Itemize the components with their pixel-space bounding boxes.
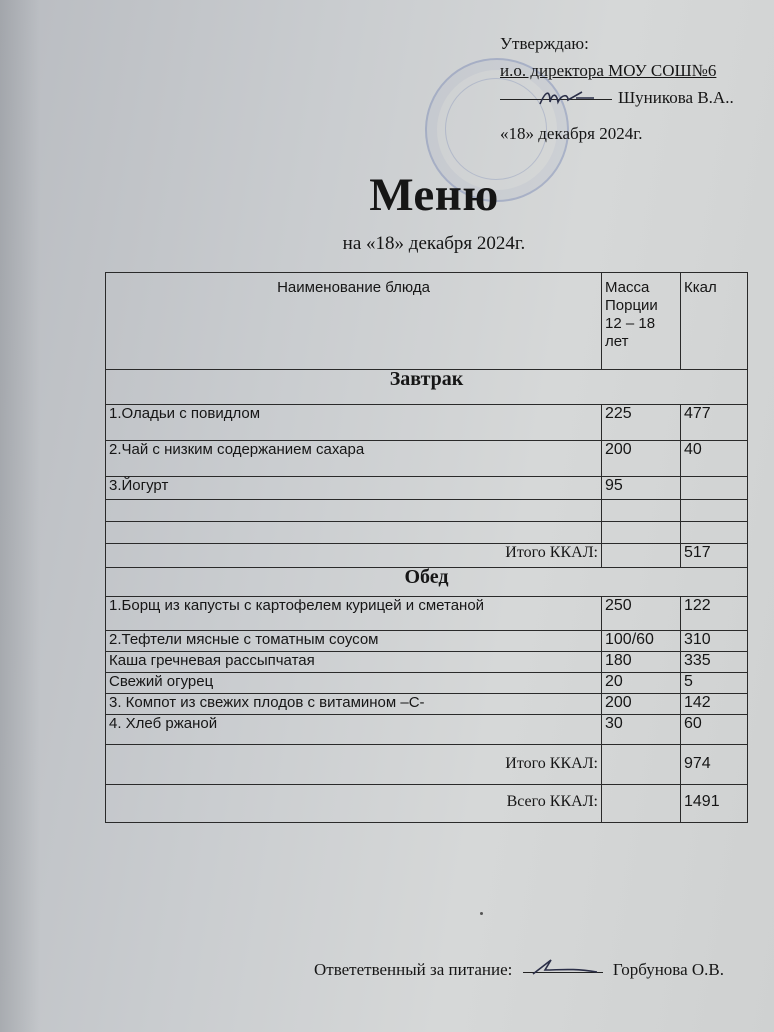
footer-label: Ответетвенный за питание: bbox=[314, 960, 513, 979]
table-row bbox=[106, 694, 748, 715]
dish-name bbox=[106, 500, 602, 522]
dish-mass bbox=[602, 500, 681, 522]
menu-table bbox=[105, 272, 748, 823]
table-row bbox=[106, 631, 748, 652]
dish-name: 3. Компот из свежих плодов с витамином –С- bbox=[106, 694, 602, 715]
approval-signature-row bbox=[500, 84, 734, 111]
dish-kcal bbox=[681, 522, 748, 544]
header-name: Наименование блюда bbox=[106, 273, 602, 370]
total-mass-empty bbox=[602, 544, 681, 568]
section-lunch bbox=[106, 568, 748, 597]
dish-name: Свежий огурец bbox=[106, 673, 602, 694]
breakfast-total-row bbox=[106, 544, 748, 568]
total-value: 517 bbox=[681, 544, 748, 568]
footer-responsible bbox=[314, 960, 724, 980]
photo-shadow bbox=[0, 0, 40, 1032]
dish-kcal: 477 bbox=[681, 405, 748, 441]
dish-mass: 250 bbox=[602, 597, 681, 631]
director-signature bbox=[538, 88, 598, 110]
dish-kcal: 335 bbox=[681, 652, 748, 673]
table-row bbox=[106, 673, 748, 694]
footer-name: Горбунова О.В. bbox=[612, 960, 725, 979]
dish-name: 2.Тефтели мясные с томатным соусом bbox=[106, 631, 602, 652]
dish-name: 2.Чай с низким содержанием сахара bbox=[106, 441, 602, 477]
approval-line-2: и.о. директора МОУ СОШ№6 bbox=[500, 61, 717, 80]
header-mass: Масса Порции 12 – 18 лет bbox=[602, 273, 681, 370]
dish-kcal: 122 bbox=[681, 597, 748, 631]
dish-mass bbox=[602, 522, 681, 544]
dish-kcal: 5 bbox=[681, 673, 748, 694]
page-subtitle: на «18» декабря 2024г. bbox=[342, 233, 526, 254]
dish-kcal: 40 bbox=[681, 441, 748, 477]
section-breakfast bbox=[106, 370, 748, 405]
dish-name: 4. Хлеб ржаной bbox=[106, 715, 602, 745]
header-kcal: Ккал bbox=[681, 273, 748, 370]
dish-name: 1.Борщ из капусты с картофелем курицей и сметаной bbox=[106, 597, 602, 631]
total-mass-empty bbox=[602, 745, 681, 785]
dish-mass: 225 bbox=[602, 405, 681, 441]
approval-line-4: «18» декабря 2024г. bbox=[500, 124, 643, 143]
table-row bbox=[106, 441, 748, 477]
grand-total-row bbox=[106, 785, 748, 823]
page-title: Меню bbox=[369, 169, 499, 221]
total-value: 974 bbox=[681, 745, 748, 785]
paper-speck bbox=[480, 912, 483, 915]
dish-name: 3.Йогурт bbox=[106, 477, 602, 500]
dish-kcal bbox=[681, 477, 748, 500]
total-label: Итого ККАЛ: bbox=[106, 745, 602, 785]
approval-line-1: Утверждаю: bbox=[500, 34, 589, 53]
section-title: Завтрак bbox=[106, 370, 748, 405]
table-header-row bbox=[106, 273, 748, 370]
dish-mass: 100/60 bbox=[602, 631, 681, 652]
table-row-empty bbox=[106, 522, 748, 544]
approval-block bbox=[500, 30, 734, 147]
dish-mass: 95 bbox=[602, 477, 681, 500]
dish-name: Каша гречневая рассыпчатая bbox=[106, 652, 602, 673]
responsible-signature bbox=[531, 956, 601, 978]
table-row bbox=[106, 715, 748, 745]
table-row-empty bbox=[106, 500, 748, 522]
dish-kcal: 142 bbox=[681, 694, 748, 715]
table-row bbox=[106, 477, 748, 500]
dish-mass: 180 bbox=[602, 652, 681, 673]
table-row bbox=[106, 405, 748, 441]
dish-kcal bbox=[681, 500, 748, 522]
dish-kcal: 310 bbox=[681, 631, 748, 652]
total-label: Итого ККАЛ: bbox=[106, 544, 602, 568]
table-row bbox=[106, 597, 748, 631]
dish-mass: 200 bbox=[602, 694, 681, 715]
approval-line-3: Шуникова В.А.. bbox=[618, 88, 734, 107]
dish-mass: 30 bbox=[602, 715, 681, 745]
grand-total-label: Всего ККАЛ: bbox=[106, 785, 602, 823]
dish-mass: 200 bbox=[602, 441, 681, 477]
dish-kcal: 60 bbox=[681, 715, 748, 745]
lunch-total-row bbox=[106, 745, 748, 785]
grand-total-value: 1491 bbox=[681, 785, 748, 823]
table-row bbox=[106, 652, 748, 673]
dish-name: 1.Оладьи с повидлом bbox=[106, 405, 602, 441]
section-title: Обед bbox=[106, 568, 748, 597]
footer-signature-line bbox=[523, 972, 603, 973]
grand-total-mass-empty bbox=[602, 785, 681, 823]
dish-mass: 20 bbox=[602, 673, 681, 694]
dish-name bbox=[106, 522, 602, 544]
